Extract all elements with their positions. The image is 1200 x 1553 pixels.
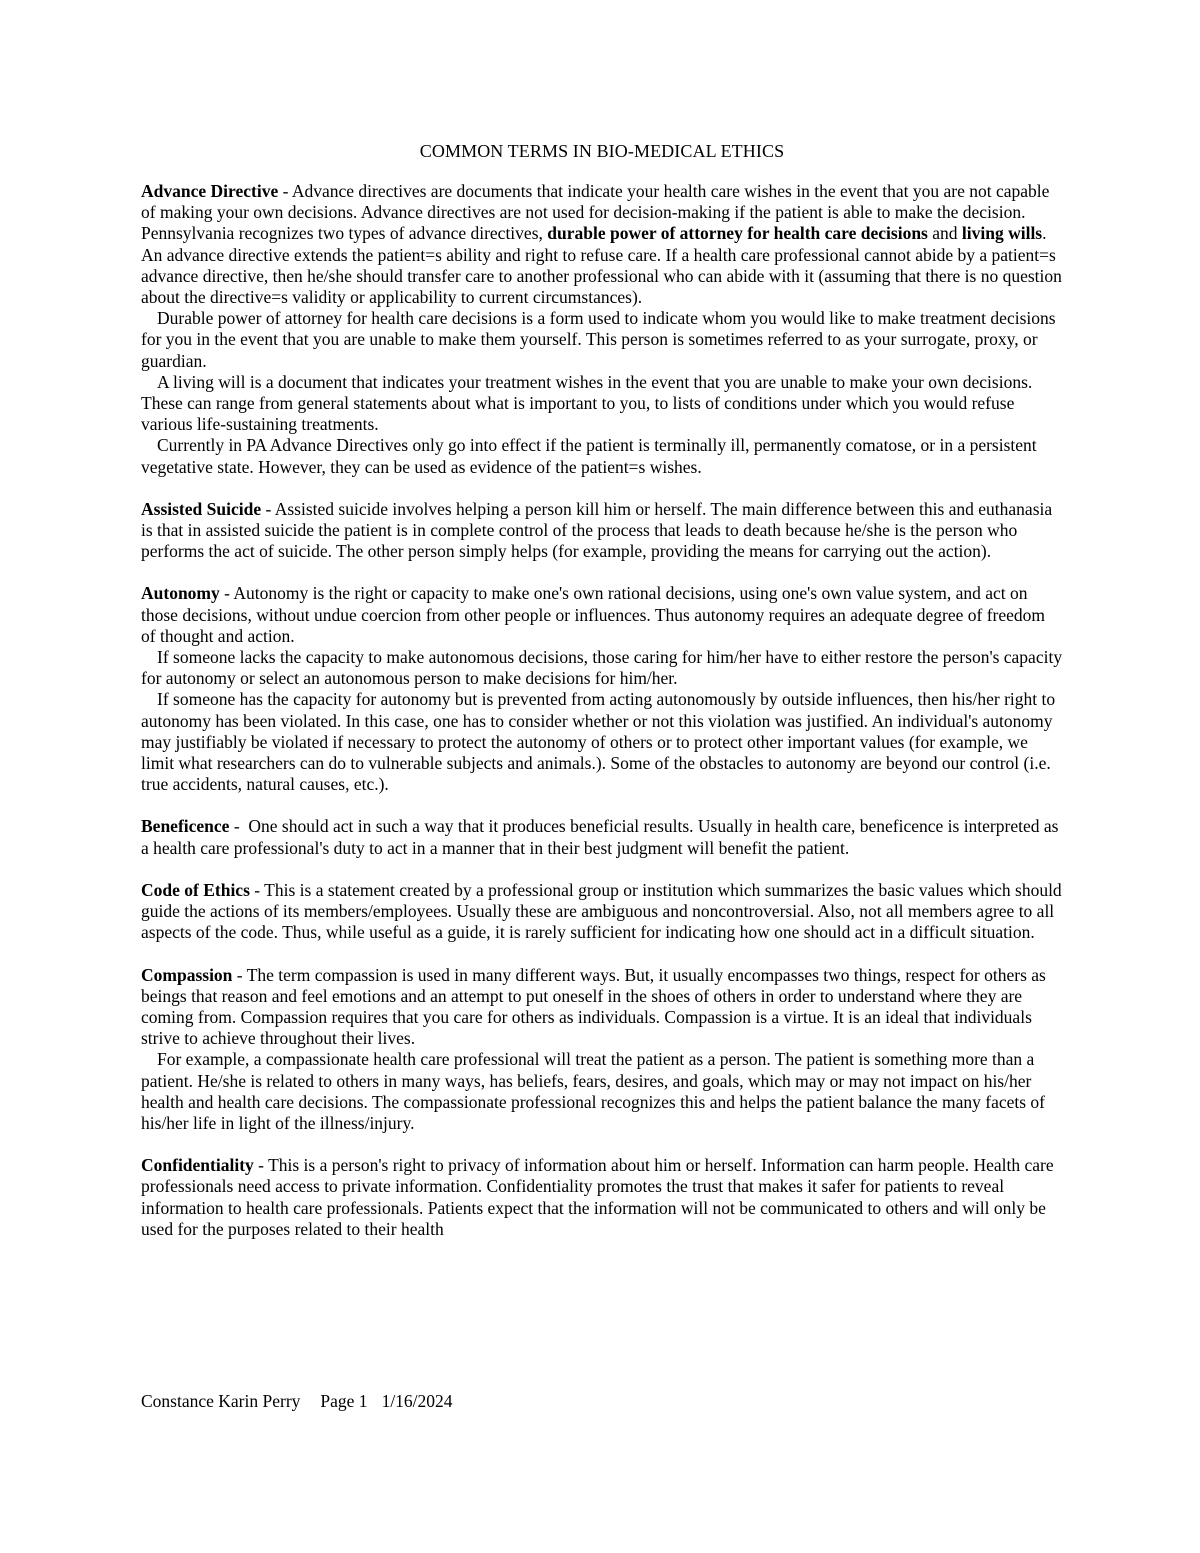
term-separator: - bbox=[253, 1155, 269, 1176]
paragraph-text: This is a statement created by a professional group or institution which summarizes the basic values which should guide the actions of its members/employees. Usually these are ambiguous and noncontroversial. Also, not all members agree to all aspects of the code. Thus, while useful as a guide, it is rarely sufficient for indicating how one should act in a difficult situation. bbox=[141, 879, 1062, 943]
footer-page-number: Page 1 bbox=[320, 1391, 368, 1411]
term-heading: Autonomy bbox=[141, 583, 220, 604]
page-footer bbox=[141, 1391, 453, 1412]
entry-paragraph: Durable power of attorney for health care decisions is a form used to indicate whom you would like to make treatment decisions for you in the event that you are unable to make them yourself. This person is sometimes referred to as your surrogate, proxy, or guardian. bbox=[141, 308, 1056, 371]
term-separator: - bbox=[229, 816, 249, 837]
entry-paragraph bbox=[141, 816, 1063, 858]
footer-date: 1/16/2024 bbox=[381, 1391, 453, 1411]
entry-assisted-suicide bbox=[141, 499, 1063, 563]
entry-paragraph bbox=[141, 965, 1063, 1050]
entry-advance-directive bbox=[141, 181, 1063, 478]
paragraph-text: Advance directives are documents that indicate your health care wishes in the event that you are not capable of making your own decisions. Advance directives are not used for decision-making if the patient is able to make the decision. Pennsylvania recognizes two types of advance directives, bbox=[141, 181, 1050, 244]
term-heading: Code of Ethics bbox=[141, 879, 250, 900]
document-page bbox=[141, 140, 1063, 1240]
term-separator: - bbox=[249, 879, 265, 900]
entry-beneficence bbox=[141, 816, 1063, 858]
entry-paragraph: Currently in PA Advance Directives only go into effect if the patient is terminally ill, permanently comatose, or in a persistent vegetative state. However, they can be used as evidence of the patient=s wishes. bbox=[141, 435, 1037, 477]
entry-paragraph bbox=[141, 583, 1063, 647]
term-separator: - bbox=[232, 964, 247, 985]
paragraph-text: . An advance directive extends the patient=s ability and right to refuse care. If a health care professional cannot abide by a patient=s advance directive, then he/she should transfer care to another professional who can abide with it (assuming that there is no question about the directive=s validity or applicability to current circumstances). bbox=[141, 223, 1062, 308]
term-heading: Advance Directive bbox=[141, 181, 279, 201]
term-separator: - bbox=[278, 181, 292, 201]
entry-confidentiality bbox=[141, 1155, 1063, 1240]
term-separator: - bbox=[219, 583, 234, 604]
emphasis-text: durable power of attorney for health care decisions bbox=[547, 223, 928, 244]
term-separator: - bbox=[261, 498, 275, 519]
paragraph-text: The term compassion is used in many different ways. But, it usually encompasses two things, respect for others as beings that reason and feel emotions and an attempt to put oneself in the shoes of others in order to understand where they are coming from. Compassion requires that you care for others as individuals. Compassion is a virtue. It is an ideal that individuals strive to achieve throughout their lives. bbox=[141, 964, 1046, 1049]
entry-paragraph: If someone has the capacity for autonomy but is prevented from acting autonomously by outside influences, then his/her right to autonomy has been violated. In this case, one has to consider whether or not this violation was justified. An individual's autonomy may justifiably be violated if necessary to protect the autonomy of others or to protect other important values (for example, we limit what researchers can do to vulnerable subjects and animals.). Some of the obstacles to autonomy are beyond our control (i.e. true accidents, natural causes, etc.). bbox=[141, 689, 1056, 795]
entry-paragraph: If someone lacks the capacity to make autonomous decisions, those caring for him/her have to either restore the person's capacity for autonomy or select an autonomous person to make decisions for him/her. bbox=[141, 647, 1063, 689]
paragraph-text: Assisted suicide involves helping a person kill him or herself. The main difference between this and euthanasia is that in assisted suicide the patient is in complete control of the process that leads to death because he/she is the person who performs the act of suicide. The other person simply helps (for example, providing the means for carrying out the action). bbox=[141, 498, 1053, 562]
entry-paragraph bbox=[141, 880, 1063, 944]
paragraph-text: One should act in such a way that it produces beneficial results. Usually in health care, beneficence is interpreted as a health care professional's duty to act in a manner that in their best judgment will benefit the patient. bbox=[141, 816, 1059, 858]
term-heading: Confidentiality bbox=[141, 1155, 254, 1176]
footer-author: Constance Karin Perry bbox=[141, 1391, 301, 1411]
entry-paragraph bbox=[141, 181, 1063, 308]
paragraph-text: This is a person's right to privacy of information about him or herself. Information can harm people. Health care professionals need access to private information. Confidentiality promotes the trust that makes it safer for patients to reveal information to health care professionals. Patients expect that the information will not be communicated to others and will only be used for the purposes related to their health bbox=[141, 1155, 1054, 1239]
entry-paragraph: A living will is a document that indicates your treatment wishes in the event that you are unable to make your own decisions. These can range from general statements about what is important to you, to lists of conditions under which you would refuse various life-sustaining treatments. bbox=[141, 371, 1033, 435]
term-heading: Beneficence bbox=[141, 816, 230, 837]
document-title: COMMON TERMS IN BIO-MEDICAL ETHICS bbox=[419, 141, 785, 161]
entry-paragraph: For example, a compassionate health care professional will treat the patient as a person. The patient is something more than a patient. He/she is related to others in many ways, has beliefs, fears, desires, and goals, which may or may not impact on his/her health and health care decisions. The compassionate professional recognizes this and helps the patient balance the many facets of his/her life in light of the illness/injury. bbox=[141, 1049, 1046, 1133]
entry-code-of-ethics bbox=[141, 880, 1063, 944]
entry-autonomy bbox=[141, 583, 1063, 795]
entry-compassion bbox=[141, 965, 1063, 1135]
term-heading: Compassion bbox=[141, 964, 233, 985]
entry-paragraph bbox=[141, 499, 1063, 563]
paragraph-text: and bbox=[927, 223, 962, 244]
entry-paragraph bbox=[141, 1155, 1063, 1240]
term-heading: Assisted Suicide bbox=[141, 498, 262, 519]
paragraph-text: Autonomy is the right or capacity to make one's own rational decisions, using one's own value system, and act on those decisions, without undue coercion from other people or influences. Thus autonomy requires an adequate degree of freedom of thought and action. bbox=[141, 583, 1046, 646]
emphasis-text: living wills bbox=[961, 223, 1043, 244]
